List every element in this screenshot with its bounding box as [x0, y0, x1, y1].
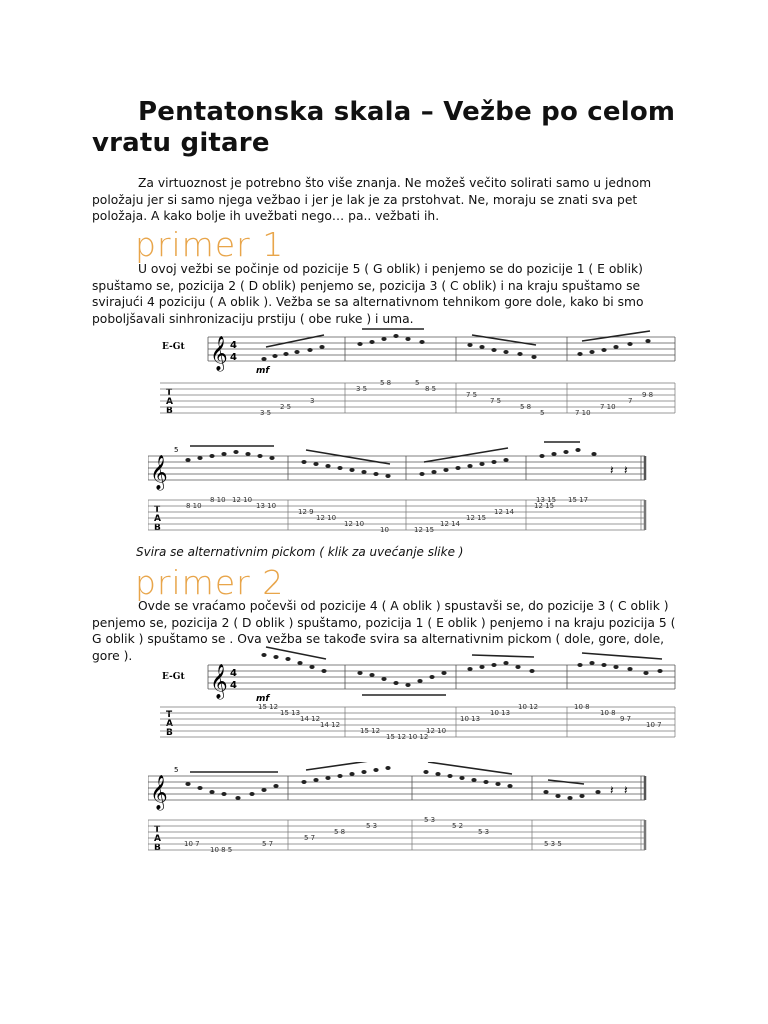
tab-letter-b: B [154, 843, 161, 853]
tab-letter-a: A [154, 834, 161, 844]
tab-letter-t: T [166, 388, 173, 398]
svg-text:5: 5 [415, 379, 420, 387]
svg-text:10 7: 10 7 [646, 721, 662, 729]
svg-text:5: 5 [540, 409, 545, 417]
time-signature-top: 4 [230, 340, 237, 351]
svg-text:12 10: 12 10 [232, 496, 253, 504]
svg-text:3: 3 [310, 397, 315, 405]
tab-numbers [186, 496, 588, 534]
treble-clef-icon: 𝄞 [210, 664, 228, 699]
tab-numbers [260, 379, 653, 417]
svg-text:7 5: 7 5 [490, 397, 502, 405]
treble-clef-icon: 𝄞 [210, 336, 228, 371]
note-heads [185, 448, 596, 478]
section2-paragraph: Ovde se vraćamo počevši od pozicije 4 ( A oblik ) spustavši se, do pozicije 3 ( C oblik ) penjemo se, pozicija 2 ( D oblik ) spuštamo, pozicija 1 ( E oblik ) penjemo i na kraju pozicija 5 ( G oblik ) spuštamo se . Ova vežba se takođe svira sa alternativnim pickom ( dole, gore, dole, gore ). [92, 599, 676, 663]
instrument-label: E-Gt [162, 342, 185, 352]
svg-text:7 5: 7 5 [466, 391, 478, 399]
svg-text:5 7: 5 7 [262, 840, 274, 848]
svg-text:5 3 5: 5 3 5 [544, 840, 562, 848]
tab-staff [160, 383, 675, 413]
svg-text:14 12: 14 12 [320, 721, 341, 729]
time-signature-top: 4 [230, 668, 237, 679]
time-signature-bottom: 4 [230, 680, 237, 691]
svg-text:5 8: 5 8 [520, 403, 532, 411]
svg-text:10: 10 [380, 526, 389, 534]
svg-text:14 12: 14 12 [300, 715, 321, 723]
svg-text:12 10: 12 10 [344, 520, 365, 528]
tab-letter-t: T [154, 505, 161, 515]
standard-staff [208, 665, 675, 689]
svg-text:12 14: 12 14 [494, 508, 515, 516]
svg-text:12 15: 12 15 [466, 514, 487, 522]
svg-text:15 12: 15 12 [258, 703, 279, 711]
example2-notation-row1[interactable] [160, 645, 680, 745]
svg-text:3 5: 3 5 [356, 385, 368, 393]
svg-text:5 7: 5 7 [304, 834, 316, 842]
svg-text:5 3: 5 3 [366, 822, 378, 830]
section1-paragraph: U ovoj vežbi se počinje od pozicije 5 ( G oblik) i penjemo se do pozicije 1 ( E oblik) spuštamo se, pozicija 2 ( D oblik) penjemo se, pozicija 3 ( C oblik) i na kraju spuštamo se svirajući 4 poziciju ( A oblik ). Vežba se sa alternativnom tehnikom gore dole, kako bi smo poboljšavali sinhronizaciju prstiju ( obe ruke ) i uma. [92, 262, 644, 326]
svg-text:8 5: 8 5 [425, 385, 437, 393]
section-heading-primer-2: primer 2 [135, 563, 285, 602]
example2-notation-row2[interactable] [148, 762, 658, 862]
tab-letter-a: A [166, 397, 173, 407]
svg-text:10 13: 10 13 [490, 709, 511, 717]
image-caption: Svira se alternativnim pickom ( klik za uvećanje slike ) [136, 545, 464, 559]
svg-text:7 10: 7 10 [600, 403, 616, 411]
svg-text:3 5: 3 5 [260, 409, 272, 417]
svg-text:5 8: 5 8 [334, 828, 346, 836]
svg-text:12 14: 12 14 [440, 520, 461, 528]
svg-text:10 12: 10 12 [518, 703, 539, 711]
dynamic-marking: mf [256, 694, 270, 704]
svg-text:15 12: 15 12 [360, 727, 381, 735]
svg-text:12 10: 12 10 [426, 727, 447, 735]
svg-text:8 10: 8 10 [186, 502, 202, 510]
tab-numbers [258, 703, 662, 741]
svg-text:9 7: 9 7 [620, 715, 632, 723]
standard-staff [148, 456, 645, 480]
svg-text:13 10: 13 10 [256, 502, 277, 510]
example1-notation-row1[interactable] [160, 325, 680, 425]
svg-text:10 13: 10 13 [460, 715, 481, 723]
tab-letter-t: T [154, 825, 161, 835]
dynamic-marking: mf [256, 366, 270, 376]
svg-text:13 15: 13 15 [536, 496, 557, 504]
svg-text:5 8: 5 8 [380, 379, 392, 387]
svg-text:8 10: 8 10 [210, 496, 226, 504]
treble-clef-icon: 𝄞 [150, 775, 168, 810]
svg-text:5 2: 5 2 [452, 822, 464, 830]
note-beams [190, 762, 584, 784]
svg-text:2 5: 2 5 [280, 403, 292, 411]
svg-text:12 9: 12 9 [298, 508, 314, 516]
svg-text:9 8: 9 8 [642, 391, 654, 399]
rest-icon: 𝄽 [610, 783, 614, 797]
rest-icon: 𝄽 [624, 783, 628, 797]
section-heading-primer-1: primer 1 [135, 225, 285, 264]
tab-letter-a: A [154, 514, 161, 524]
svg-text:7: 7 [628, 397, 633, 405]
svg-text:5 3: 5 3 [424, 816, 436, 824]
svg-text:12 10: 12 10 [316, 514, 337, 522]
tab-letter-b: B [166, 728, 173, 738]
tab-letter-b: B [166, 406, 173, 416]
page-title: Pentatonska skala – Vežbe po celom vratu gitare [92, 97, 676, 158]
svg-text:10 8: 10 8 [574, 703, 590, 711]
svg-text:15 17: 15 17 [568, 496, 589, 504]
svg-text:12 15: 12 15 [534, 502, 555, 510]
svg-text:15 12 10 12: 15 12 10 12 [386, 733, 429, 741]
note-heads [185, 766, 600, 800]
note-beams [266, 329, 650, 347]
intro-paragraph: Za virtuoznost je potrebno što više znanja. Ne možeš večito solirati samo u jednom položaju jer si samo njega vežbao i jer je lak je za prstohvat. Ne, moraju se znati sva pet položaja. A kako bolje ih uvežbati nego… pa.. vežbati ih. [92, 176, 652, 224]
svg-text:5 3: 5 3 [478, 828, 490, 836]
svg-text:7 10: 7 10 [575, 409, 591, 417]
bar-number: 5 [174, 446, 179, 454]
rest-icon: 𝄽 [610, 463, 614, 477]
tab-letter-b: B [154, 523, 161, 533]
svg-text:12 15: 12 15 [414, 526, 435, 534]
svg-text:10 8 5: 10 8 5 [210, 846, 233, 854]
time-signature-bottom: 4 [230, 352, 237, 363]
svg-text:10 7: 10 7 [184, 840, 200, 848]
example1-notation-row2[interactable] [148, 440, 658, 540]
tab-letter-t: T [166, 710, 173, 720]
instrument-label: E-Gt [162, 672, 185, 682]
tab-letter-a: A [166, 719, 173, 729]
rest-icon: 𝄽 [624, 463, 628, 477]
treble-clef-icon: 𝄞 [150, 455, 168, 490]
tab-staff [148, 500, 645, 530]
svg-text:10 8: 10 8 [600, 709, 616, 717]
tab-numbers [184, 816, 562, 854]
bar-number: 5 [174, 766, 179, 774]
svg-text:15 13: 15 13 [280, 709, 301, 717]
